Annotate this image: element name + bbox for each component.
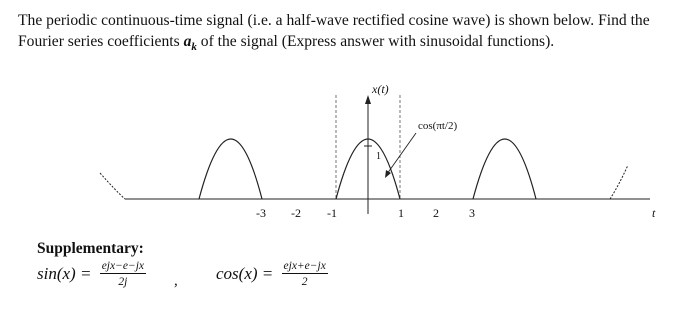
cosine-fraction (282, 260, 328, 288)
amplitude-axis-arrow (365, 95, 371, 104)
pulse-right (473, 139, 536, 199)
curve-annotation: cos(πt/2) (418, 120, 458, 132)
peak-label: 1 (376, 151, 381, 162)
x-tick-label: -3 (256, 206, 266, 220)
cosine-formula-lhs: cos(x) = (216, 264, 274, 283)
problem-line-2-start: Fourier series coefficients (18, 33, 180, 50)
sine-formula-lhs: sin(x) = (37, 264, 92, 283)
supplementary-title: Supplementary: (37, 240, 144, 257)
formula-separator: , (174, 273, 178, 289)
sine-fraction (100, 260, 146, 288)
pulse-left (199, 139, 262, 199)
cosine-denominator: 2 (301, 276, 308, 288)
problem-line-2-end: of the signal (Express answer with sinusoidal functions). (200, 33, 555, 50)
pulse-edge-left (100, 173, 125, 199)
sine-formula (37, 260, 146, 288)
cosine-numerator: ejx+e−jx (283, 260, 326, 272)
annotation-arrow (387, 133, 416, 174)
problem-line-1: The periodic continuous-time signal (i.e. a half-wave rectified cosine wave) is shown below. Find the (18, 12, 650, 29)
x-tick-label: 3 (469, 206, 475, 220)
cosine-formula (216, 260, 328, 288)
annotation-arrowhead (385, 170, 391, 178)
y-axis-label: x(t) (372, 82, 389, 96)
sine-denominator: 2j (118, 276, 128, 288)
x-tick-label: 1 (398, 206, 404, 220)
sine-numerator: ejx−e−jx (101, 260, 145, 272)
coefficient-letter: a (183, 33, 192, 50)
x-tick-label: 2 (433, 206, 439, 220)
coefficient-subscript: k (191, 41, 197, 54)
pulse-edge-right (610, 165, 628, 199)
x-tick-label: -1 (327, 206, 337, 220)
x-tick-label: -2 (291, 206, 301, 220)
x-axis-label: t (652, 206, 656, 220)
